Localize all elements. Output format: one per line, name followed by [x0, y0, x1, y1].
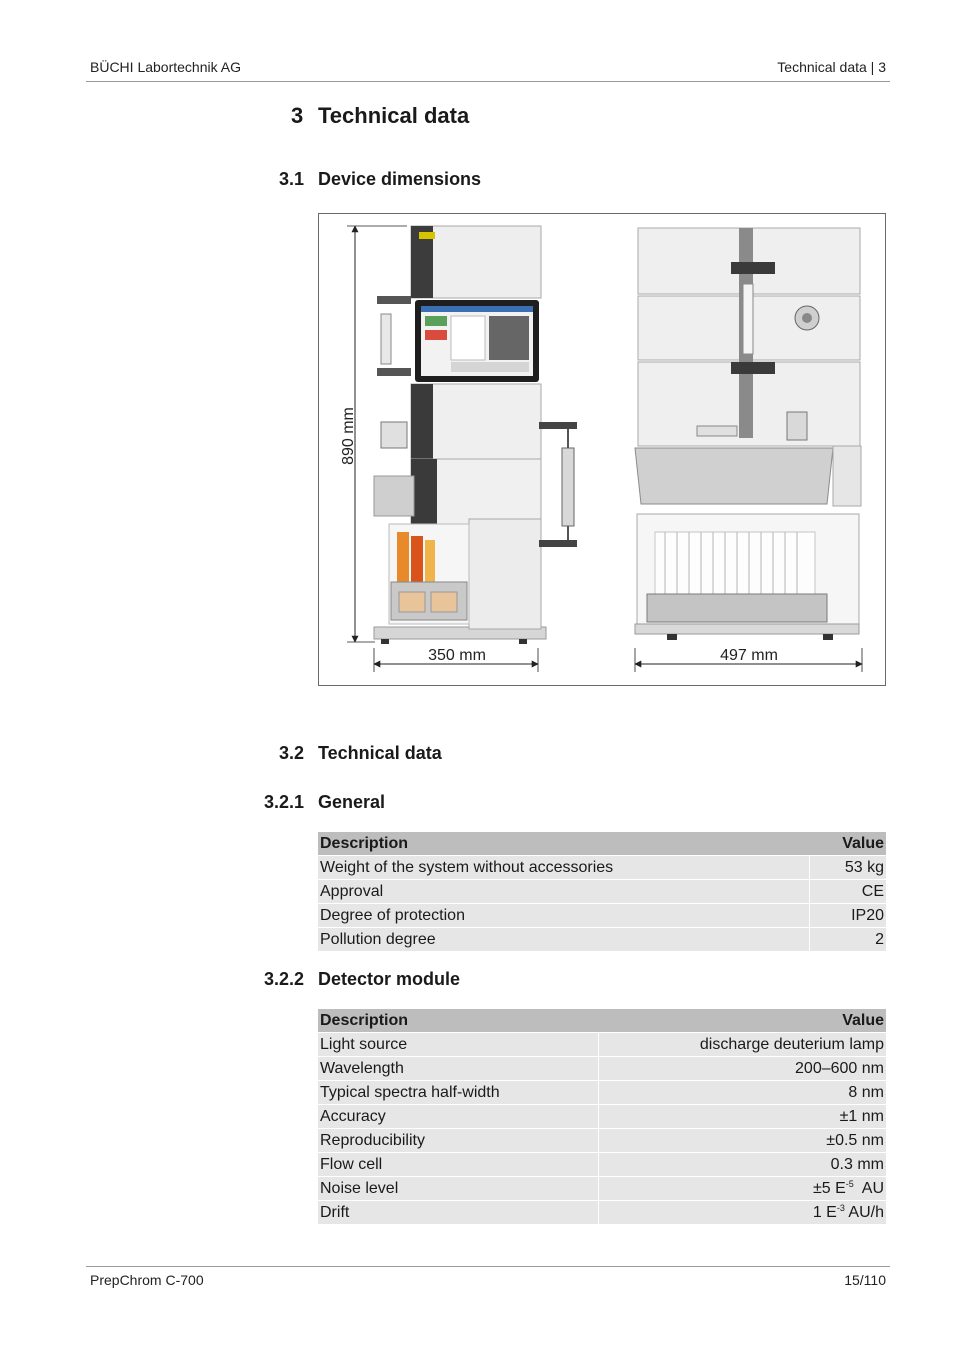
row-value: 53 kg: [810, 856, 886, 879]
chapter-title: Technical data: [318, 103, 470, 128]
row-value: 200–600 nm: [599, 1057, 886, 1080]
detector-table: [318, 1008, 886, 1225]
page-number: 15/110: [844, 1272, 886, 1288]
row-value: ±0.5 nm: [599, 1129, 886, 1152]
value-base: 1 E: [812, 1204, 837, 1221]
value-unit: AU/h: [848, 1204, 884, 1221]
chapter-number: 3: [291, 103, 304, 128]
row-value: [599, 1201, 886, 1224]
value-base: ±5 E: [812, 1180, 846, 1197]
section-title: Technical data: [318, 743, 442, 763]
column-header: Description: [318, 1009, 599, 1032]
row-description: Wavelength: [318, 1057, 599, 1080]
header-company: BÜCHI Labortechnik AG: [90, 59, 241, 75]
row-value: 0.3 mm: [599, 1153, 886, 1176]
row-description: Typical spectra half-width: [318, 1081, 599, 1104]
depth-label: 350 mm: [428, 647, 486, 664]
table-row: [318, 880, 886, 903]
header-rule: [86, 81, 890, 82]
width-label: 497 mm: [720, 647, 778, 664]
table-row: [318, 1105, 886, 1128]
table-header-row: [318, 832, 886, 855]
table-row: [318, 1201, 886, 1224]
row-description: Light source: [318, 1033, 599, 1056]
section-title: Device dimensions: [318, 169, 482, 189]
value-unit: AU: [861, 1180, 884, 1197]
row-description: Weight of the system without accessories: [318, 856, 810, 879]
subsection-title: General: [318, 792, 386, 812]
row-description: Approval: [318, 880, 810, 903]
section-number: 3.1: [278, 169, 304, 189]
device-side-view: [374, 226, 577, 644]
footer-product: PrepChrom C-700: [90, 1272, 204, 1288]
footer-rule: [86, 1266, 890, 1267]
row-value: discharge deuterium lamp: [599, 1033, 886, 1056]
table-row: [318, 928, 886, 951]
column-header: Value: [810, 832, 886, 855]
value-exponent: -5: [845, 1179, 854, 1189]
table-row: [318, 1177, 886, 1200]
table-row: [318, 856, 886, 879]
table-row: [318, 904, 886, 927]
value-exponent: -3: [836, 1203, 845, 1213]
row-value: IP20: [810, 904, 886, 927]
row-description: Degree of protection: [318, 904, 810, 927]
table-header-row: [318, 1009, 886, 1032]
height-label: 890 mm: [340, 407, 357, 465]
table-row: [318, 1057, 886, 1080]
table-row: [318, 1033, 886, 1056]
column-header: Description: [318, 832, 810, 855]
row-value: CE: [810, 880, 886, 903]
table-row: [318, 1153, 886, 1176]
header-section: Technical data | 3: [777, 59, 886, 75]
device-front-view: [635, 228, 861, 640]
section-number: 3.2: [278, 743, 304, 763]
row-value: ±1 nm: [599, 1105, 886, 1128]
device-dimensions-figure: [318, 213, 886, 686]
table-row: [318, 1081, 886, 1104]
subsection-title: Detector module: [318, 969, 461, 989]
general-table: [318, 831, 886, 952]
device-illustration: [319, 214, 885, 685]
row-value: 2: [810, 928, 886, 951]
subsection-number: 3.2.1: [263, 792, 304, 812]
row-value: [599, 1177, 886, 1200]
row-value: 8 nm: [599, 1081, 886, 1104]
subsection-number: 3.2.2: [263, 969, 304, 989]
row-description: Pollution degree: [318, 928, 810, 951]
row-description: Reproducibility: [318, 1129, 599, 1152]
row-description: Accuracy: [318, 1105, 599, 1128]
column-header: Value: [599, 1009, 886, 1032]
row-description: Noise level: [318, 1177, 599, 1200]
row-description: Drift: [318, 1201, 599, 1224]
table-row: [318, 1129, 886, 1152]
row-description: Flow cell: [318, 1153, 599, 1176]
